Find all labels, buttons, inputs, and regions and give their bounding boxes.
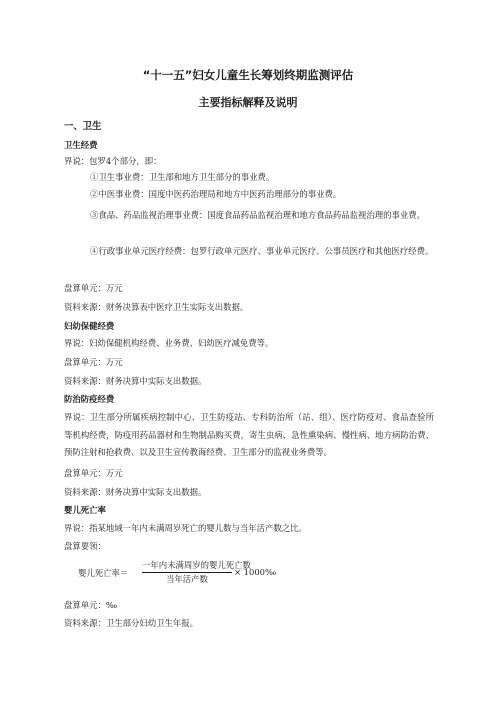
health-expense-source: 资料来源：财务决算表中医疗卫生实际支出数据。 bbox=[64, 302, 249, 312]
mch-expense-unit: 盘算单元：万元 bbox=[64, 357, 123, 367]
health-expense-heading: 卫生经费 bbox=[64, 140, 98, 150]
section-heading: 一、卫生 bbox=[64, 121, 102, 132]
health-expense-item-3: ③食品、药品监视治理事业费：国度食品药品监视治理和地方食品药品监视治理的事业费。 bbox=[90, 210, 425, 220]
document-title: “十一五”妇女儿童生长筹划终期监测评估 bbox=[142, 68, 354, 82]
health-expense-unit: 盘算单元：万元 bbox=[64, 283, 123, 293]
epidemic-expense-unit: 盘算单元：万元 bbox=[64, 468, 123, 478]
document-subtitle: 主要指标解释及说明 bbox=[198, 96, 298, 109]
formula-numerator: 一年内未满周岁的婴儿死亡数 bbox=[142, 560, 251, 570]
infant-mortality-method: 盘算要领： bbox=[64, 541, 106, 551]
infant-mortality-heading: 婴儿死亡率 bbox=[64, 505, 106, 515]
fraction-bar bbox=[142, 572, 232, 573]
infant-mortality-unit: 盘算单元：‰ bbox=[64, 600, 118, 610]
health-expense-item-1: ①卫生事业费：卫生部和地方卫生部分的事业费。 bbox=[90, 172, 275, 182]
infant-mortality-source: 资料来源：卫生部分妇幼卫生年报。 bbox=[64, 618, 198, 628]
formula-fraction bbox=[142, 560, 251, 585]
mch-expense-definition: 界说：妇幼保健机构经费、业务费、妇幼医疗减免费等。 bbox=[64, 338, 274, 348]
epidemic-expense-definition: 界说：卫生部分所属疾病控制中心、卫生防疫站、专科防治所（站、组）、医疗防疫对、食品查验所等机构经费，防疫用药品器材和生物制品购买费，寄生虫病、急性熏染病、慢性病、地方病防治费、预防注射和抢救费、以及卫生宣传教诲经费、卫生部分的监视业务费等。 bbox=[64, 412, 434, 457]
epidemic-expense-heading: 防治防疫经费 bbox=[64, 394, 115, 404]
mch-expense-source: 资料来源：财务决算中实际支出数据。 bbox=[64, 376, 207, 386]
health-expense-definition: 界说：包罗4个部分，即： bbox=[64, 156, 162, 166]
health-expense-item-2: ②中医事业费：国度中医药治理局和地方中医药治理部分的事业费。 bbox=[90, 189, 342, 199]
formula-denominator: 当年活产数 bbox=[166, 574, 208, 584]
infant-mortality-definition: 界说：指某地域一年内未满周岁死亡的婴儿数与当年活产数之比。 bbox=[64, 523, 307, 533]
formula-lhs: 婴儿死亡率＝ bbox=[78, 568, 129, 578]
health-expense-item-4: ④行政事业单元医疗经费：包罗行政单元医疗、事业单元医疗、公事员医疗和其他医疗经费。 bbox=[90, 246, 434, 256]
formula-rhs: × 1000‰ bbox=[234, 567, 277, 577]
mch-expense-heading: 妇幼保健经费 bbox=[64, 321, 115, 331]
epidemic-expense-source: 资料来源：财务决算中实际支出数据。 bbox=[64, 487, 207, 497]
